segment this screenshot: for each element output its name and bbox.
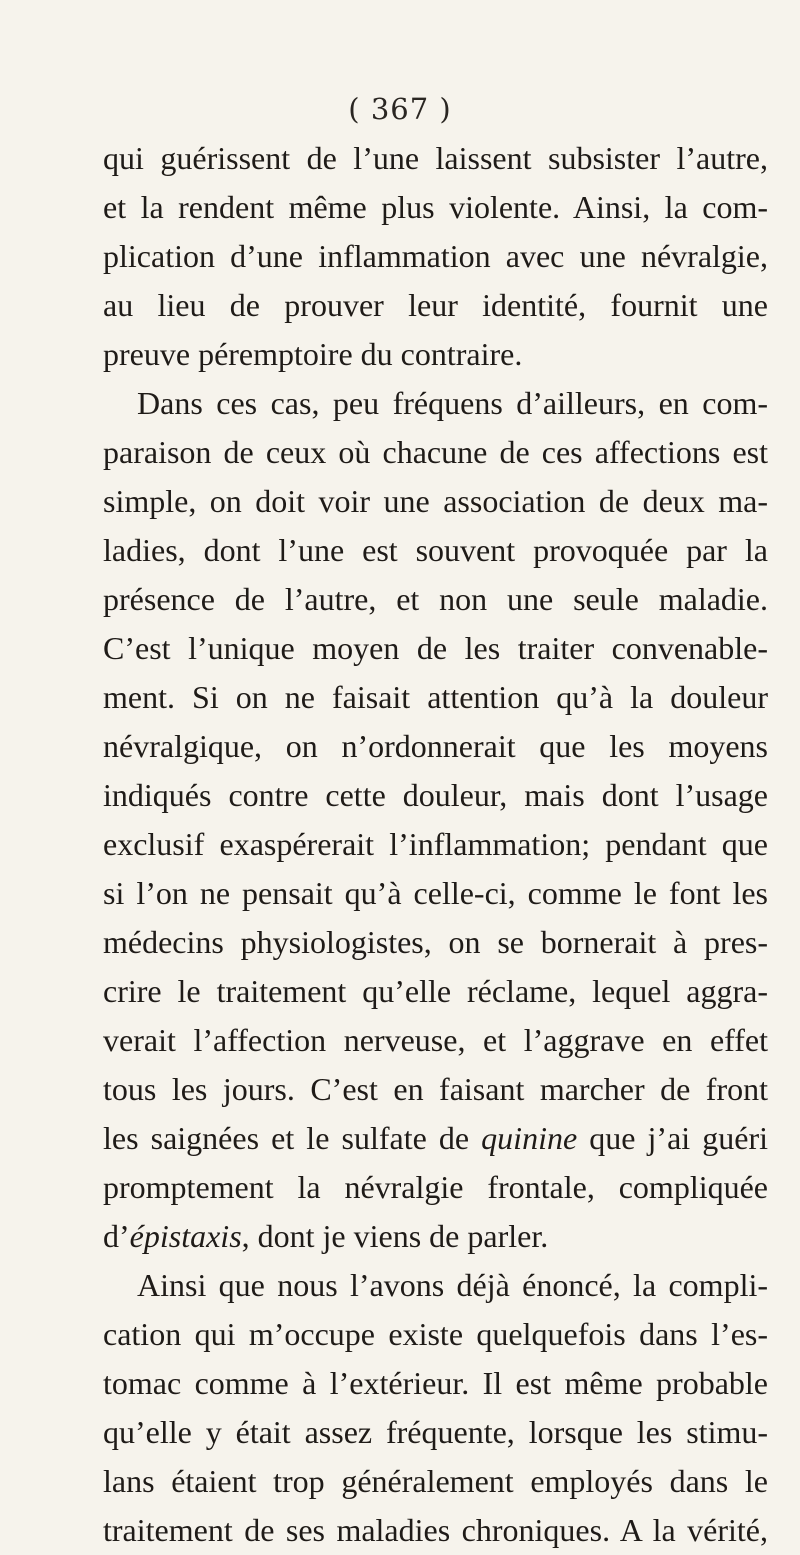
text-segment: tous les jours. C’est en faisant marcher de front xyxy=(103,1071,768,1107)
text-segment: qui guérissent de l’une laissent subsister l’autre, xyxy=(103,140,768,176)
text-line xyxy=(103,379,768,428)
italic-term: épistaxis xyxy=(129,1218,242,1254)
text-segment: lans étaient trop généralement employés dans le xyxy=(103,1463,768,1499)
text-line xyxy=(103,1261,768,1310)
text-line xyxy=(103,1408,768,1457)
text-segment: indiqués contre cette douleur, mais dont l’usage xyxy=(103,777,768,813)
text-segment: , dont je viens de parler. xyxy=(241,1218,549,1254)
text-line xyxy=(103,526,768,575)
body-text xyxy=(103,134,768,1555)
text-line xyxy=(103,575,768,624)
text-segment: promptement la névralgie frontale, compliquée xyxy=(103,1169,768,1205)
page-number: ( 367 ) xyxy=(348,92,452,126)
text-segment: les saignées et le sulfate de xyxy=(103,1120,482,1156)
text-segment: simple, on doit voir une association de deux ma- xyxy=(103,483,768,519)
text-segment: paraison de ceux où chacune de ces affections est xyxy=(103,434,768,470)
text-segment: crire le traitement qu’elle réclame, lequel aggra- xyxy=(103,973,768,1009)
text-line xyxy=(103,624,768,673)
text-line xyxy=(103,1114,768,1163)
text-line xyxy=(103,330,768,379)
text-segment: médecins physiologistes, on se bornerait à pres- xyxy=(103,924,768,960)
text-segment: cation qui m’occupe existe quelquefois dans l’es- xyxy=(103,1316,768,1352)
text-line xyxy=(103,134,768,183)
text-line xyxy=(103,1065,768,1114)
text-line xyxy=(103,1310,768,1359)
text-segment: Dans ces cas, peu fréquens d’ailleurs, en com- xyxy=(137,385,768,421)
text-line xyxy=(103,1163,768,1212)
text-segment: tomac comme à l’extérieur. Il est même probable xyxy=(103,1365,768,1401)
text-segment: ment. Si on ne faisait attention qu’à la douleur xyxy=(103,679,768,715)
text-segment: névralgique, on n’ordonnerait que les moyens xyxy=(103,728,768,764)
text-segment: au lieu de prouver leur identité, fournit une xyxy=(103,287,768,323)
text-segment: d’ xyxy=(103,1218,130,1254)
text-line xyxy=(103,673,768,722)
text-segment: verait l’affection nerveuse, et l’aggrave en effet xyxy=(103,1022,768,1058)
text-line xyxy=(103,869,768,918)
text-segment: traitement de ses maladies chroniques. A la vérité, xyxy=(103,1512,768,1548)
text-line xyxy=(103,1506,768,1555)
text-line xyxy=(103,1212,768,1261)
text-line xyxy=(103,918,768,967)
text-line xyxy=(103,1359,768,1408)
text-segment: et la rendent même plus violente. Ainsi, la com- xyxy=(103,189,768,225)
text-line xyxy=(103,1016,768,1065)
text-segment: si l’on ne pensait qu’à celle-ci, comme le font les xyxy=(103,875,768,911)
text-line xyxy=(103,183,768,232)
text-line xyxy=(103,722,768,771)
text-segment: que j’ai guéri xyxy=(577,1120,768,1156)
text-segment: Ainsi que nous l’avons déjà énoncé, la compli- xyxy=(137,1267,768,1303)
text-line xyxy=(103,232,768,281)
text-segment: C’est l’unique moyen de les traiter convenable- xyxy=(103,630,768,666)
text-line xyxy=(103,771,768,820)
text-segment: qu’elle y était assez fréquente, lorsque les stimu- xyxy=(103,1414,768,1450)
text-line xyxy=(103,1457,768,1506)
text-line xyxy=(103,820,768,869)
italic-term: quinine xyxy=(481,1120,578,1156)
text-segment: ladies, dont l’une est souvent provoquée par la xyxy=(103,532,768,568)
text-line xyxy=(103,967,768,1016)
text-line xyxy=(103,428,768,477)
text-line xyxy=(103,477,768,526)
text-segment: présence de l’autre, et non une seule maladie. xyxy=(103,581,768,617)
text-line xyxy=(103,281,768,330)
text-segment: plication d’une inflammation avec une névralgie, xyxy=(103,238,768,274)
text-segment: preuve péremptoire du contraire. xyxy=(103,336,523,372)
text-segment: exclusif exaspérerait l’inflammation; pendant que xyxy=(103,826,768,862)
